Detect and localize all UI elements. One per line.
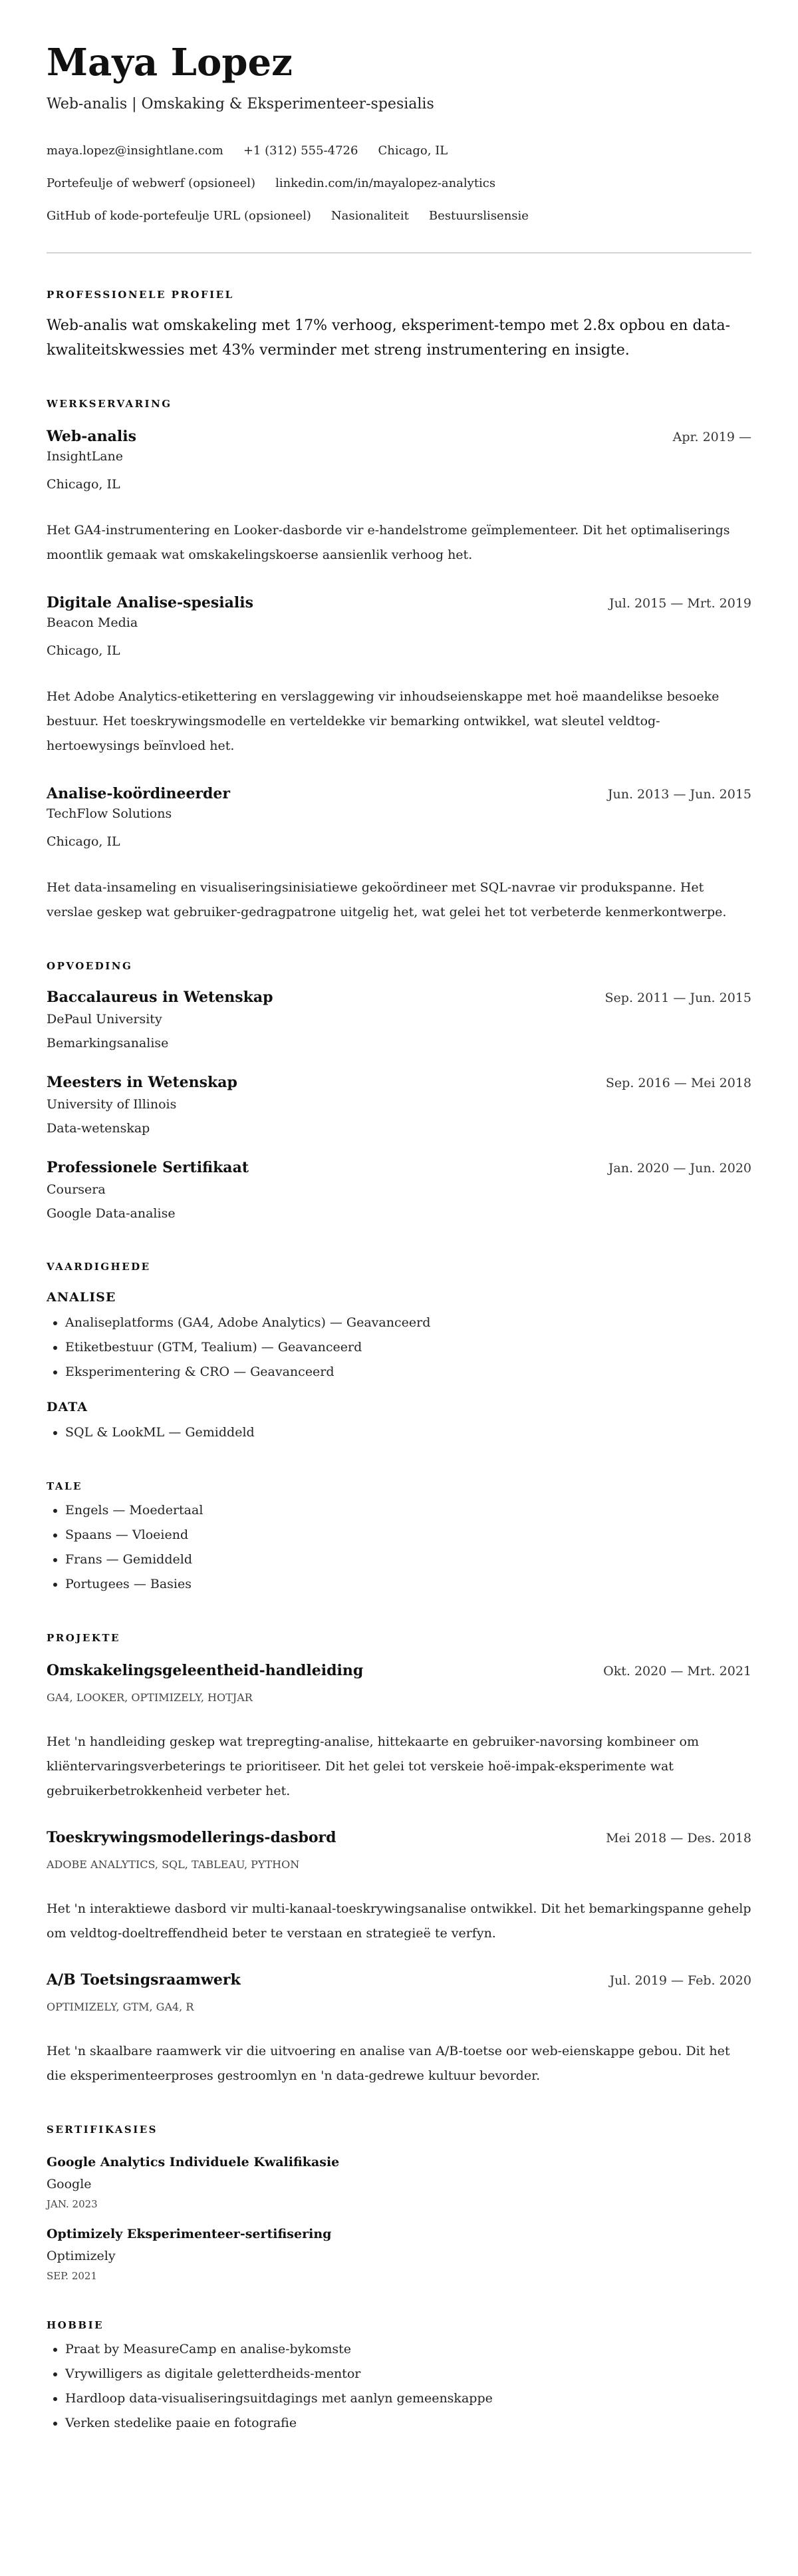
experience-entry [47, 784, 751, 925]
entry-header [47, 593, 751, 613]
skill-items [47, 1420, 751, 1445]
project-entry [47, 1661, 751, 1804]
hobby-item: • Verken stedelike paaie en fotografie [65, 2411, 751, 2436]
contact-row [47, 134, 751, 167]
project-description: Het 'n handleiding geskep wat trepregting-analise, hittekaarte en gebruiker-navorsing kombineer om kliëntervaringsverbeterings te prioritiseer. Dit het gelei tot verskeie hoë-impak-eksperimente wat gebruikerbetrokkenheid verbeter het. [47, 1734, 700, 1798]
degree-title: Meesters in Wetenskap [47, 1074, 237, 1091]
project-dates: Jul. 2019 — Feb. 2020 [609, 1973, 751, 1988]
degree-title: Baccalaureus in Wetenskap [47, 989, 273, 1006]
section-heading-profile: PROFESSIONELE PROFIEL [47, 289, 234, 301]
contact-row [47, 167, 751, 200]
company-name: Beacon Media [47, 615, 138, 630]
section-heading-education: OPVOEDING [47, 960, 133, 972]
projects-list [47, 1661, 751, 2088]
field-of-study: Data-wetenskap [47, 1121, 150, 1136]
experience-entry [47, 593, 751, 758]
contact-item: linkedin.com/in/mayalopez-analytics [275, 176, 496, 190]
degree-title: Professionele Sertifikaat [47, 1159, 249, 1176]
project-entry [47, 1828, 751, 1946]
certification-issuer: Google [47, 2177, 92, 2191]
contact-info [47, 134, 751, 232]
certifications-list [47, 2152, 751, 2284]
job-description: Het Adobe Analytics-etikettering en verslaggewing vir inhoudseienskappe met hoë maandelikse besoeke bestuur. Het toeskrywingsmodelle en verteldekke vir bemarking ontwikkel, wat sleutel veldtog-hertoewysings beïnvloed het. [47, 689, 720, 753]
candidate-name: Maya Lopez [47, 41, 293, 84]
skill-items [47, 1311, 751, 1384]
project-title: A/B Toetsingsraamwerk [47, 1971, 241, 1989]
job-dates: Apr. 2019 — [672, 430, 751, 444]
skill-item: • Analiseplatforms (GA4, Adobe Analytics) — Geavanceerd [65, 1311, 751, 1335]
entry-header [47, 1970, 751, 1990]
education-entry [47, 1158, 751, 1225]
education-entry [47, 987, 751, 1055]
project-dates: Okt. 2020 — Mrt. 2021 [603, 1664, 751, 1679]
contact-item: Nasionaliteit [331, 209, 409, 223]
section-heading-experience: WERKSERVARING [47, 398, 172, 410]
project-title: Toeskrywingsmodellerings-dasbord [47, 1829, 336, 1846]
project-tech-tags: ADOBE ANALYTICS, SQL, TABLEAU, PYTHON [47, 1858, 300, 1871]
job-title: Web-analis [47, 428, 137, 445]
job-description: Het data-insameling en visualiseringsinisiatiewe gekoördineer met SQL-navrae vir produkspanne. Het verslae geskep wat gebruiker-gedragpatrone uitgelig het, wat gelei het tot verbeterde kenmerkontwerpe. [47, 880, 727, 919]
language-item: • Spaans — Vloeiend [65, 1523, 751, 1547]
profile-summary: Web-analis wat omskakeling met 17% verhoog, eksperiment-tempo met 2.8x opbou en data-kwaliteitskwessies met 43% verminder met streng instrumentering en insigte. [47, 317, 731, 359]
school-name: DePaul University [47, 1012, 162, 1027]
certification-title: Optimizely Eksperimenteer-sertifisering [47, 2227, 332, 2241]
contact-item: Portefeulje of webwerf (opsioneel) [47, 176, 256, 190]
entry-header [47, 987, 751, 1007]
company-name: InsightLane [47, 449, 124, 464]
section-heading-languages: TALE [47, 1480, 82, 1492]
section-heading-certifications: SERTIFIKASIES [47, 2124, 158, 2136]
hobby-item: • Hardloop data-visualiseringsuitdagings met aanlyn gemeenskappe [65, 2386, 751, 2411]
project-tech-tags: OPTIMIZELY, GTM, GA4, R [47, 2001, 194, 2013]
certification-entry [47, 2224, 751, 2284]
section-heading-hobbies: HOBBIE [47, 2319, 104, 2331]
language-item: • Engels — Moedertaal [65, 1498, 751, 1523]
job-headline: Web-analis | Omskaking & Eksperimenteer-spesialis [47, 96, 434, 112]
hobby-item: • Praat by MeasureCamp en analise-bykomste [65, 2337, 751, 2362]
project-entry [47, 1970, 751, 2088]
section-heading-skills: VAARDIGHEDE [47, 1261, 151, 1273]
languages-list [47, 1498, 751, 1597]
field-of-study: Google Data-analise [47, 1206, 176, 1221]
education-dates: Jan. 2020 — Jun. 2020 [608, 1161, 751, 1176]
entry-header [47, 1828, 751, 1848]
job-location: Chicago, IL [47, 643, 120, 658]
certification-date: SEP. 2021 [47, 2270, 97, 2282]
job-location: Chicago, IL [47, 834, 120, 849]
section-heading-projects: PROJEKTE [47, 1632, 120, 1644]
project-title: Omskakelingsgeleentheid-handleiding [47, 1662, 364, 1679]
header-divider [47, 252, 751, 253]
job-location: Chicago, IL [47, 477, 120, 492]
certification-entry [47, 2152, 751, 2212]
skills-list [47, 1288, 751, 1445]
school-name: Coursera [47, 1182, 106, 1197]
education-dates: Sep. 2011 — Jun. 2015 [604, 991, 751, 1005]
job-dates: Jun. 2013 — Jun. 2015 [607, 787, 751, 802]
entry-header [47, 1158, 751, 1178]
skill-item: • SQL & LookML — Gemiddeld [65, 1420, 751, 1445]
education-dates: Sep. 2016 — Mei 2018 [605, 1076, 751, 1090]
job-description: Het GA4-instrumentering en Looker-dasborde vir e-handelstrome geïmplementeer. Dit het optimaliserings moontlik gemaak wat omskakelingskoerse aansienlik verhoog het. [47, 523, 730, 562]
language-item: • Portugees — Basies [65, 1572, 751, 1597]
skill-item: • Etiketbestuur (GTM, Tealium) — Geavanceerd [65, 1335, 751, 1360]
entry-header [47, 1072, 751, 1092]
certification-issuer: Optimizely [47, 2249, 116, 2263]
company-name: TechFlow Solutions [47, 806, 172, 821]
project-description: Het 'n skaalbare raamwerk vir die uitvoering en analise van A/B-toetse oor web-eienskappe gebou. Dit het die eksperimenteerproses gestroomlyn en 'n data-gedrewe kultuur bevorder. [47, 2044, 730, 2083]
school-name: University of Illinois [47, 1097, 177, 1112]
project-description: Het 'n interaktiewe dasbord vir multi-kanaal-toeskrywingsanalise ontwikkel. Dit het bemarkingspanne gehelp om veldtog-doeltreffendheid beter te verstaan en strategieë te verfyn. [47, 1901, 751, 1941]
hobby-item: • Vrywilligers as digitale geletterdheids-mentor [65, 2362, 751, 2386]
entry-header [47, 1661, 751, 1681]
contact-item: GitHub of kode-portefeulje URL (opsioneel) [47, 209, 311, 223]
project-tech-tags: GA4, LOOKER, OPTIMIZELY, HOTJAR [47, 1691, 253, 1704]
job-title: Analise-koördineerder [47, 785, 231, 802]
contact-item: Bestuurslisensie [428, 209, 529, 223]
experience-list [47, 426, 751, 925]
education-entry [47, 1072, 751, 1140]
contact-item: +1 (312) 555-4726 [243, 144, 358, 158]
project-dates: Mei 2018 — Des. 2018 [606, 1831, 751, 1846]
field-of-study: Bemarkingsanalise [47, 1036, 169, 1050]
hobbies-list [47, 2337, 751, 2436]
job-title: Digitale Analise-spesialis [47, 594, 254, 611]
certification-title: Google Analytics Individuele Kwalifikasie [47, 2155, 340, 2170]
skill-item: • Eksperimentering & CRO — Geavanceerd [65, 1360, 751, 1384]
contact-row [47, 200, 751, 232]
job-dates: Jul. 2015 — Mrt. 2019 [608, 596, 751, 611]
certification-date: JAN. 2023 [47, 2198, 98, 2210]
skill-category: DATA [47, 1400, 88, 1414]
language-item: • Frans — Gemiddeld [65, 1547, 751, 1572]
entry-header [47, 784, 751, 804]
contact-item: maya.lopez@insightlane.com [47, 144, 223, 158]
contact-item: Chicago, IL [378, 144, 448, 158]
experience-entry [47, 426, 751, 567]
skill-category: ANALISE [47, 1290, 116, 1305]
entry-header [47, 426, 751, 446]
education-list [47, 987, 751, 1225]
